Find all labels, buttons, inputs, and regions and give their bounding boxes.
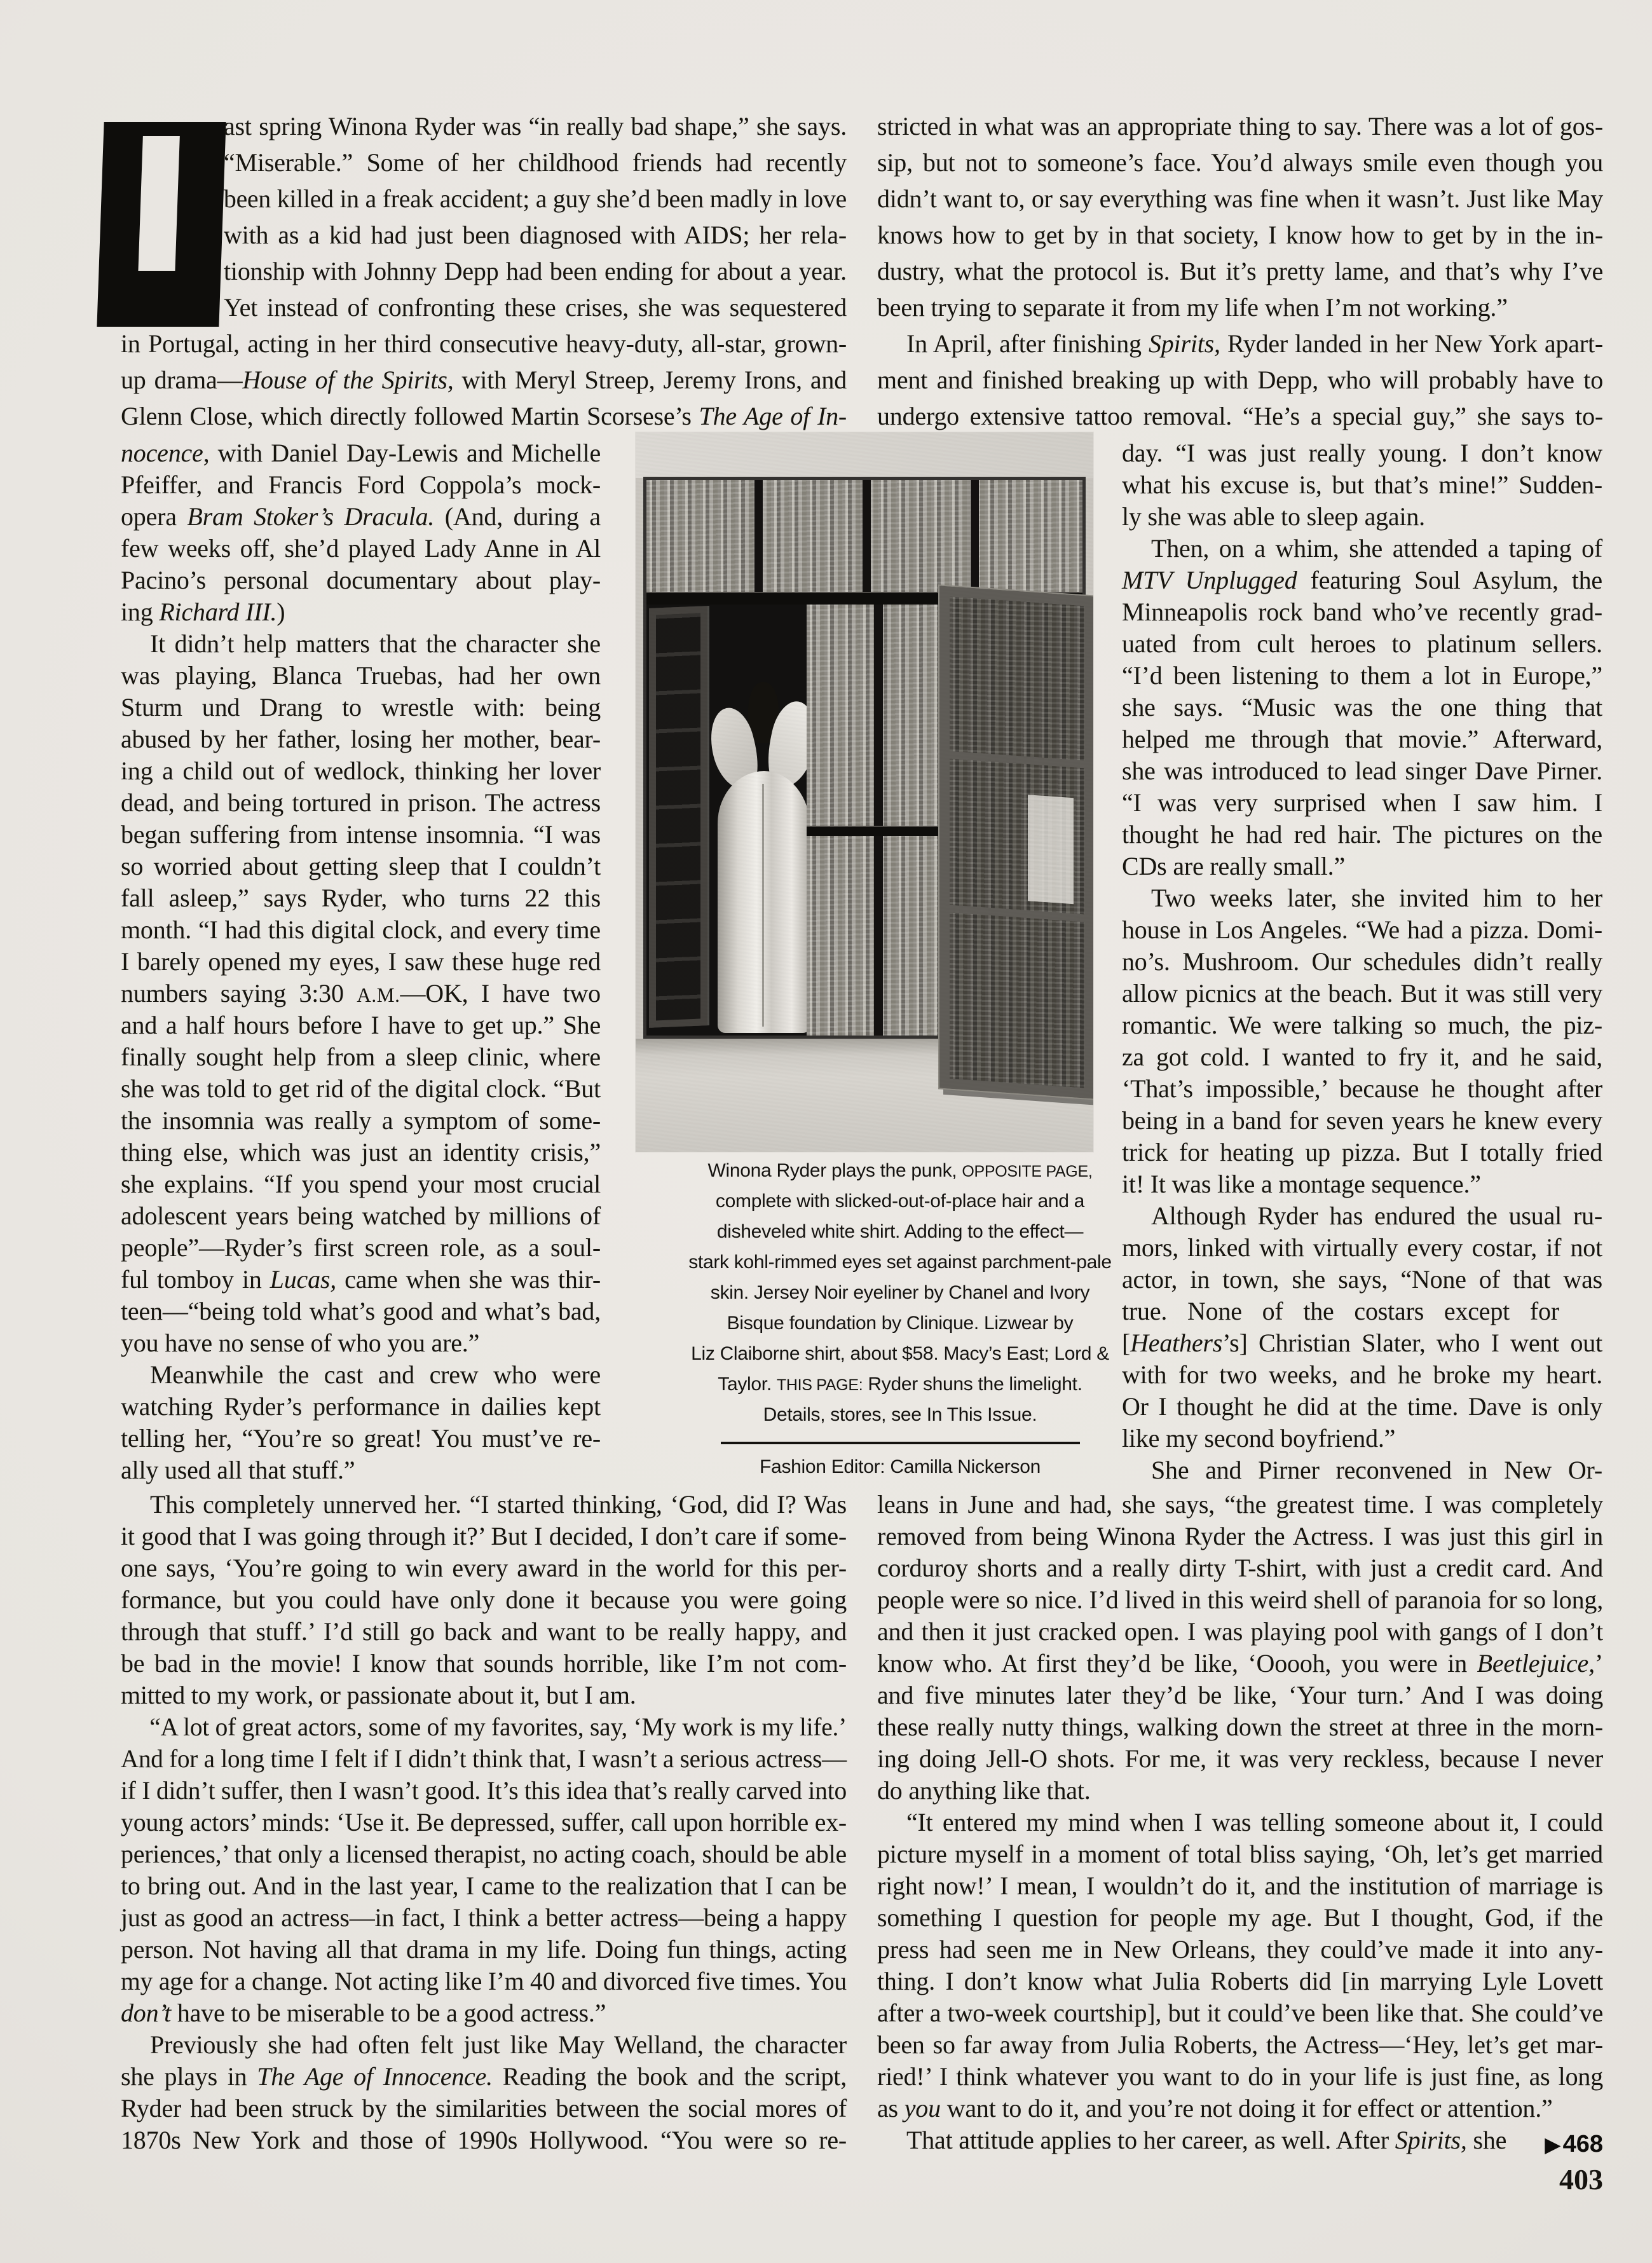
- text-line: adolescent years being watched by millions of: [121, 1201, 601, 1230]
- text-line: ment and finished breaking up with Depp, who will probably have to: [877, 366, 1603, 394]
- text-line: to bring out. And in the last year, I came to the realization that I can be: [121, 1871, 847, 1900]
- text-line: dustry, what the protocol is. But it’s pretty lame, and that’s why I’ve: [877, 257, 1603, 285]
- caption-text: [666, 1156, 1134, 1430]
- text-line: skin. Jersey Noir eyeliner by Chanel and Ivory: [710, 1282, 1090, 1303]
- text-line: day. “I was just really young. I don’t know: [1122, 439, 1602, 467]
- text-line: Liz Claiborne shirt, about $58. Macy’s East; Lord &: [691, 1343, 1109, 1364]
- text-line: Taylor. THIS PAGE: Ryder shuns the limelight.: [718, 1374, 1082, 1395]
- text-line: ing doing Jell-O shots. For me, it was very reckless, because I never: [877, 1744, 1603, 1773]
- text-line: [Heathers’s] Christian Slater, who I went out: [1122, 1329, 1602, 1357]
- text-line: month. “I had this digital clock, and every time: [121, 915, 601, 944]
- text-line: trick for heating up pizza. But I totally fried: [1122, 1138, 1602, 1166]
- text-line: house in Los Angeles. “We had a pizza. Domi-: [1122, 915, 1602, 944]
- text-line: ing Richard III.): [121, 598, 285, 626]
- text-line: picture myself in a moment of total bliss saying, ‘Oh, let’s get married: [877, 1840, 1603, 1868]
- text-line: stark kohl-rimmed eyes set against parchment-pale: [688, 1252, 1112, 1273]
- text-line: thing else, which was just an identity crisis,”: [121, 1138, 601, 1166]
- page-number: 403: [1559, 2163, 1603, 2196]
- editorial-photo: [636, 432, 1093, 1152]
- open-glass-door: [649, 606, 707, 1028]
- text-line: and then it just cracked open. I was playing pool with gangs of I don’t: [877, 1617, 1603, 1646]
- figure-white-gown: [718, 771, 810, 1033]
- text-line: Two weeks later, she invited him to her: [1151, 884, 1602, 912]
- text-line: few weeks off, she’d played Lady Anne in Al: [121, 534, 601, 563]
- text-line: Winona Ryder plays the punk, OPPOSITE PAGE,: [707, 1160, 1093, 1181]
- text-line: it! It was like a montage sequence.”: [1122, 1170, 1481, 1198]
- text-line: fall asleep,” says Ryder, who turns 22 this: [121, 884, 601, 912]
- text-line: opera Bram Stoker’s Dracula. (And, during a: [121, 502, 601, 531]
- text-line: with as a kid had just been diagnosed with AIDS; her rela-: [224, 221, 847, 249]
- text-line: complete with slicked-out-of-place hair and a: [715, 1191, 1085, 1212]
- gown-seam: [762, 784, 764, 1027]
- text-line: it good that I was going through it?’ But I decided, I don’t care if some-: [121, 1522, 847, 1550]
- text-line: MTV Unplugged featuring Soul Asylum, the: [1122, 566, 1602, 594]
- text-line: mitted to my work, or passionate about it, but I am.: [121, 1681, 636, 1709]
- text-line: Details, stores, see In This Issue.: [763, 1404, 1037, 1425]
- column-top-left: [121, 108, 847, 434]
- text-line: “It entered my mind when I was telling someone about it, I could: [906, 1808, 1603, 1836]
- text-line: ‘That’s impossible,’ because he thought after: [1122, 1074, 1602, 1103]
- text-line: romantic. We were talking so much, the piz-: [1122, 1011, 1602, 1039]
- text-line: press had seen me in New Orleans, they could’ve made it into any-: [877, 1935, 1603, 1964]
- text-line: with for two weeks, and he broke my heart.: [1122, 1360, 1602, 1389]
- text-line: Yet instead of confronting these crises, she was sequestered: [224, 293, 847, 322]
- text-line: began suffering from intense insomnia. “I was: [121, 820, 601, 849]
- text-line: people were so nice. I’d lived in this weird shell of paranoia for so long,: [877, 1585, 1603, 1614]
- text-line: ast spring Winona Ryder was “in really bad shape,” she says.: [224, 112, 847, 140]
- text-line: know who. At first they’d be like, ‘Ooooh, you were in Beetlejuice,’: [877, 1649, 1603, 1678]
- text-line: she plays in The Age of Innocence. Reading the book and the script,: [121, 2062, 847, 2091]
- text-line: CDs are really small.”: [1122, 852, 1346, 880]
- text-line: Sturm und Drang to wrestle with: being: [121, 693, 601, 721]
- text-line: Or I thought he did at the time. Dave is only: [1122, 1392, 1602, 1421]
- window-mullion: [863, 480, 871, 592]
- text-line: This completely unnerved her. “I started thinking, ‘God, did I? Was: [150, 1490, 847, 1519]
- text-line: was playing, Blanca Truebas, had her own: [121, 661, 601, 690]
- column-middle-right: [1122, 437, 1602, 1486]
- text-line: like my second boyfriend.”: [1122, 1424, 1396, 1453]
- text-line: abused by her father, losing her mother, bear-: [121, 725, 601, 753]
- text-line: And for a long time I felt if I didn’t think that, I wasn’t a serious actress—: [121, 1744, 847, 1773]
- text-line: true. None of the costars except for: [1122, 1297, 1559, 1325]
- text-line: she says. “Music was the one thing that: [1122, 693, 1602, 721]
- text-line: tionship with Johnny Depp had been ending for about a year.: [224, 257, 847, 285]
- text-line: knows how to get by in that society, I know how to get by in the in-: [877, 221, 1603, 249]
- text-line: one says, ‘You’re going to win every award in the world for this per-: [121, 1554, 847, 1582]
- text-line: ried!’ I think whatever you want to do in your life is just fine, as long: [877, 2062, 1603, 2091]
- text-line: just as good an actress—in fact, I think a better actress—being a happy: [121, 1903, 847, 1932]
- text-line: sip, but not to someone’s face. You’d always smile even though you: [877, 148, 1603, 177]
- text-line: right now!’ I mean, I wouldn’t do it, and the institution of marriage is: [877, 1871, 1603, 1900]
- text-line: “A lot of great actors, some of my favorites, say, ‘My work is my life.’: [149, 1713, 847, 1741]
- text-line: no’s. Mushroom. Our schedules didn’t really: [1122, 947, 1602, 976]
- text-line: Meanwhile the cast and crew who were: [150, 1360, 601, 1389]
- text-line: what his excuse is, but that’s mine!” Sudden-: [1122, 470, 1602, 499]
- text-line: been so far away from Julia Roberts, the Actress—‘Hey, let’s get mar-: [877, 2030, 1603, 2059]
- text-line: That attitude applies to her career, as well. After Spirits, she: [906, 2126, 1507, 2154]
- text-line: being in a band for seven years he knew every: [1122, 1106, 1602, 1135]
- text-line: and a half hours before I have to get up.” She: [121, 1011, 601, 1039]
- continued-on-page-ref: [1513, 2131, 1603, 2158]
- text-line: finally sought help from a sleep clinic, where: [121, 1043, 601, 1071]
- window-mullion: [874, 605, 883, 1036]
- text-line: after a two-week courtship], but it could’ve been like that. She could’ve: [877, 1999, 1603, 2027]
- text-line: nocence, with Daniel Day-Lewis and Michelle: [121, 439, 601, 467]
- arrow-right-icon: ▶: [1545, 2133, 1561, 2156]
- text-line: periences,’ that only a licensed therapist, no acting coach, should be able: [121, 1840, 847, 1868]
- text-line: Glenn Close, which directly followed Martin Scorsese’s The Age of In-: [121, 402, 847, 430]
- text-line: telling her, “You’re so great! You must’ve re-: [121, 1424, 601, 1453]
- text-line: didn’t want to, or say everything was fine when it wasn’t. Just like May: [877, 184, 1603, 213]
- text-line: Previously she had often felt just like May Welland, the character: [150, 2030, 847, 2059]
- text-line: formance, but you could have only done it because you were going: [121, 1585, 847, 1614]
- jump-page-number: 468: [1562, 2131, 1603, 2157]
- text-line: disheveled white shirt. Adding to the effect—: [716, 1221, 1084, 1242]
- window-mullion: [971, 480, 979, 592]
- text-line: been trying to separate it from my life when I’m not working.”: [877, 293, 1508, 322]
- text-line: mors, linked with virtually every costar, if not: [1122, 1233, 1602, 1262]
- text-line: It didn’t help matters that the character she: [150, 629, 601, 658]
- text-line: through that stuff.’ I’d still go back and want to be really happy, and: [121, 1617, 847, 1646]
- text-line: do anything like that.: [877, 1776, 1091, 1805]
- window-reflection: [1028, 795, 1074, 904]
- text-line: za got cold. I wanted to fry it, and he said,: [1122, 1043, 1602, 1071]
- text-line: Minneapolis rock band who’ve recently grad-: [1122, 598, 1602, 626]
- text-line: leans in June and had, she says, “the greatest time. I was completely: [877, 1490, 1603, 1519]
- text-line: Ryder had been struck by the similarities between the social mores of: [121, 2094, 847, 2123]
- text-line: up drama—House of the Spirits, with Meryl Streep, Jeremy Irons, and: [121, 366, 847, 394]
- text-line: Although Ryder has endured the usual ru-: [1151, 1201, 1602, 1230]
- text-line: uated from cult heroes to platinum sellers.: [1122, 629, 1602, 658]
- text-line: she was introduced to lead singer Dave Pirner.: [1122, 756, 1602, 785]
- text-line: dead, and being tortured in prison. The actress: [121, 788, 601, 817]
- text-line: numbers saying 3:30 A.M.—OK, I have two: [121, 979, 601, 1008]
- column-top-right: [877, 108, 1603, 434]
- text-line: so worried about getting sleep that I couldn’t: [121, 852, 601, 880]
- text-line: 1870s New York and those of 1990s Hollywood. “You were so re-: [121, 2126, 847, 2154]
- text-line: undergo extensive tattoo removal. “He’s a special guy,” she says to-: [877, 402, 1603, 430]
- text-line: thing. I don’t know what Julia Roberts did [in marrying Lyle Lovett: [877, 1967, 1603, 1995]
- column-bottom-left: [121, 1489, 847, 2156]
- text-line: and five minutes later they’d be like, ‘Your turn.’ And I was doing: [877, 1681, 1603, 1709]
- open-casement-window: [939, 585, 1093, 1098]
- text-line: the insomnia was really a symptom of some-: [121, 1106, 601, 1135]
- text-line: corduroy shorts and a really dirty T-shirt, with just a credit card. And: [877, 1554, 1603, 1582]
- text-line: my age for a change. Not acting like I’m 40 and divorced five times. You: [121, 1967, 847, 1995]
- text-line: she explains. “If you spend your most crucial: [121, 1170, 601, 1198]
- text-line: as you want to do it, and you’re not doing it for effect or attention.”: [877, 2094, 1553, 2123]
- text-line: something I question for people my age. But I thought, God, if the: [877, 1903, 1603, 1932]
- column-middle-left: [121, 437, 601, 1486]
- text-line: allow picnics at the beach. But it was still very: [1122, 979, 1602, 1008]
- photo-wall-top: [636, 432, 1093, 478]
- text-line: ful tomboy in Lucas, came when she was thir-: [121, 1265, 601, 1294]
- text-line: in Portugal, acting in her third consecutive heavy-duty, all-star, grown-: [121, 329, 847, 358]
- text-line: be bad in the movie! I know that sounds horrible, like I’m not com-: [121, 1649, 847, 1678]
- text-line: “I’d been listening to them a lot in Europe,”: [1122, 661, 1602, 690]
- text-line: ly she was able to sleep again.: [1122, 502, 1425, 531]
- text-line: “I was very surprised when I saw him. I: [1122, 788, 1602, 817]
- text-line: you have no sense of who you are.”: [121, 1329, 480, 1357]
- text-line: young actors’ minds: ‘Use it. Be depressed, suffer, call upon horrible ex-: [121, 1808, 847, 1836]
- text-line: Then, on a whim, she attended a taping of: [1151, 534, 1602, 563]
- column-bottom-right: [877, 1489, 1603, 2156]
- text-line: I barely opened my eyes, I saw these huge red: [121, 947, 601, 976]
- text-line: actor, in town, she says, “None of that was: [1122, 1265, 1602, 1294]
- text-line: watching Ryder’s performance in dailies kept: [121, 1392, 601, 1421]
- text-line: don’t have to be miserable to be a good actress.”: [121, 1999, 606, 2027]
- text-line: Pfeiffer, and Francis Ford Coppola’s mock-: [121, 470, 601, 499]
- text-line: helped me through that movie.” Afterward,: [1122, 725, 1602, 753]
- figure-in-white: [713, 682, 814, 1033]
- text-line: she was told to get rid of the digital clock. “But: [121, 1074, 601, 1103]
- text-line: people”—Ryder’s first screen role, as a soul-: [121, 1233, 601, 1262]
- text-line: stricted in what was an appropriate thing to say. There was a lot of gos-: [877, 112, 1603, 140]
- text-line: removed from being Winona Ryder the Actress. I was just this girl in: [877, 1522, 1603, 1550]
- text-line: person. Not having all that drama in my life. Doing fun things, acting: [121, 1935, 847, 1964]
- text-line: Bisque foundation by Clinique. Lizwear by: [727, 1313, 1074, 1334]
- text-line: these really nutty things, walking down the street at three in the morn-: [877, 1713, 1603, 1741]
- text-line: teen—“being told what’s good and what’s bad,: [121, 1297, 601, 1325]
- text-line: thought he had red hair. The pictures on the: [1122, 820, 1602, 849]
- text-line: ing a child out of wedlock, thinking her lover: [121, 756, 601, 785]
- text-line: “Miserable.” Some of her childhood friends had recently: [224, 148, 847, 177]
- text-line: In April, after finishing Spirits, Ryder landed in her New York apart-: [906, 329, 1603, 358]
- fashion-editor-credit: Fashion Editor: Camilla Nickerson: [760, 1456, 1041, 1477]
- caption-divider: [721, 1442, 1080, 1444]
- window-rail: [807, 826, 954, 836]
- text-line: ally used all that stuff.”: [121, 1456, 355, 1484]
- photo-caption: [666, 1156, 1134, 1480]
- text-line: She and Pirner reconvened in New Or-: [1151, 1456, 1602, 1484]
- text-line: been killed in a freak accident; a guy she’d been madly in love: [224, 184, 847, 213]
- text-line: if I didn’t suffer, then I wasn’t good. It’s this idea that’s really carved into: [121, 1776, 847, 1805]
- text-line: Pacino’s personal documentary about play-: [121, 566, 601, 594]
- window-mullion: [754, 480, 763, 592]
